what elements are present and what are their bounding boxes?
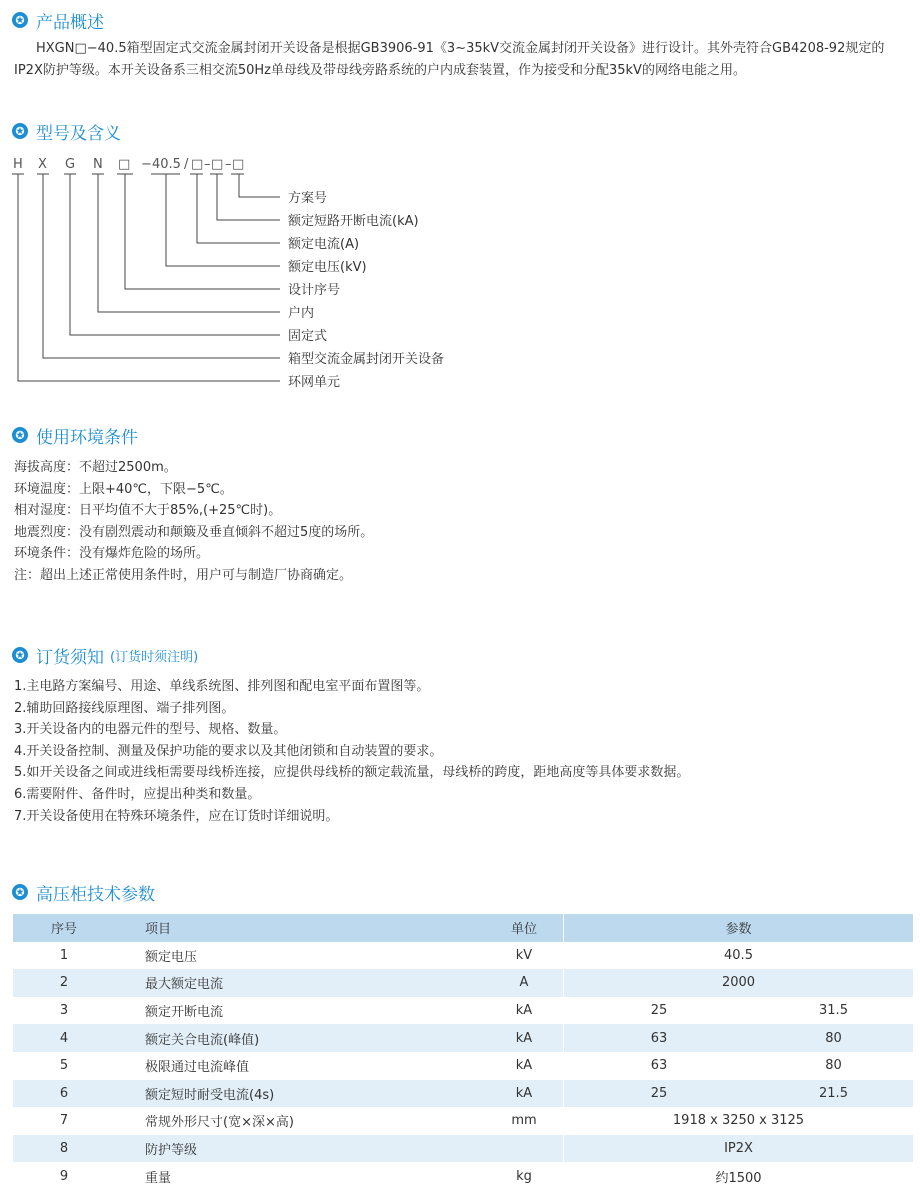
code-box-series: □ bbox=[118, 157, 131, 172]
cell-item: 极限通过电流峰值 bbox=[145, 1060, 250, 1076]
star-circle-icon: ✪ bbox=[12, 647, 28, 663]
table-row bbox=[13, 1024, 913, 1052]
cell-unit: kg bbox=[516, 1168, 532, 1184]
cell-param: 40.5 bbox=[564, 942, 914, 970]
header-param: 参数 bbox=[564, 914, 914, 942]
environment-list bbox=[14, 457, 373, 587]
tech-title-text: 高压柜技术参数 bbox=[36, 884, 155, 905]
cell-unit: kV bbox=[515, 947, 533, 963]
ordering-line: 3.开关设备内的电器元件的型号、规格、数量。 bbox=[14, 722, 287, 738]
cell-param-a: 63 bbox=[564, 1024, 755, 1052]
cell-param: IP2X bbox=[564, 1135, 914, 1163]
cell-param-b: 31.5 bbox=[819, 1003, 848, 1019]
meaning-breaking-current: 额定短路开断电流(kA) bbox=[288, 214, 419, 229]
table-row bbox=[13, 1107, 913, 1135]
cell-no: 6 bbox=[59, 1085, 69, 1101]
meaning-ring-unit: 环网单元 bbox=[288, 375, 341, 390]
code-slash: / bbox=[184, 157, 189, 172]
cell-item: 额定关合电流(峰值) bbox=[145, 1032, 260, 1048]
star-circle-icon: ✪ bbox=[12, 884, 28, 900]
meaning-design-series: 设计序号 bbox=[288, 283, 341, 298]
environment-line: 注：超出上述正常使用条件时，用户可与制造厂协商确定。 bbox=[14, 567, 353, 583]
header-item: 项目 bbox=[145, 922, 172, 938]
cell-item: 额定开断电流 bbox=[145, 1005, 224, 1021]
environment-line: 海拔高度：不超过2500m。 bbox=[14, 460, 177, 475]
cell-no: 2 bbox=[59, 975, 69, 991]
meaning-indoor: 户内 bbox=[288, 306, 315, 321]
table-row bbox=[13, 1052, 913, 1080]
leader-series bbox=[125, 174, 280, 289]
cell-no: 5 bbox=[59, 1058, 69, 1074]
cell-unit: kA bbox=[515, 1085, 533, 1101]
cell-item: 防护等级 bbox=[145, 1143, 198, 1159]
cell-param-b: 80 bbox=[825, 1030, 842, 1046]
table-header-row bbox=[13, 914, 913, 942]
header-no: 序号 bbox=[50, 922, 77, 938]
ordering-title-note: (订货时须注明) bbox=[110, 649, 199, 665]
environment-line: 相对湿度：日平均值不大于85%,(+25℃时)。 bbox=[14, 503, 282, 519]
star-circle-icon: ✪ bbox=[12, 123, 28, 139]
overview-title bbox=[12, 8, 104, 32]
cell-no: 1 bbox=[59, 947, 69, 963]
code-dash-3: – bbox=[225, 157, 232, 172]
code-dash-1: − bbox=[141, 157, 152, 172]
cell-item: 常规外形尺寸(宽×深×高) bbox=[145, 1115, 294, 1131]
cell-param-a: 63 bbox=[564, 1052, 755, 1080]
leader-h bbox=[18, 174, 280, 381]
leader-scheme bbox=[239, 174, 280, 197]
cell-unit: kA bbox=[515, 1030, 533, 1046]
code-letter-n: N bbox=[93, 157, 103, 172]
environment-line: 地震烈度：没有剧烈震动和颠簸及垂直倾斜不超过5度的场所。 bbox=[14, 524, 374, 540]
code-letter-g: G bbox=[65, 157, 76, 172]
cell-param-a: 25 bbox=[564, 1080, 755, 1108]
overview-title-text: 产品概述 bbox=[36, 12, 104, 33]
meaning-box-type: 箱型交流金属封闭开关设备 bbox=[288, 352, 445, 367]
tech-params-table bbox=[13, 914, 913, 1190]
tech-table-body bbox=[13, 942, 913, 1190]
model-title-text: 型号及含义 bbox=[36, 123, 121, 144]
tech-title bbox=[12, 880, 155, 904]
cell-item: 最大额定电流 bbox=[145, 977, 224, 993]
overview-paragraph bbox=[14, 38, 909, 82]
cell-no: 4 bbox=[59, 1030, 69, 1046]
cell-unit: A bbox=[519, 975, 529, 991]
code-letter-h: H bbox=[13, 157, 23, 172]
table-row bbox=[13, 1135, 913, 1163]
code-box-breaking: □ bbox=[211, 157, 224, 172]
table-row bbox=[13, 997, 913, 1025]
table-row bbox=[13, 1162, 913, 1190]
environment-title bbox=[12, 423, 138, 447]
cell-param: 2000 bbox=[564, 969, 914, 997]
ordering-line: 1.主电路方案编号、用途、单线系统图、排列图和配电室平面布置图等。 bbox=[14, 679, 430, 694]
cell-unit: mm bbox=[511, 1113, 537, 1129]
meaning-scheme: 方案号 bbox=[288, 191, 328, 206]
code-letter-x: X bbox=[38, 157, 47, 172]
ordering-line: 7.开关设备使用在特殊环境条件，应在订货时详细说明。 bbox=[14, 808, 339, 824]
cell-item: 额定电压 bbox=[145, 949, 198, 965]
ordering-line: 6.需要附件、备件时，应提出种类和数量。 bbox=[14, 786, 261, 802]
cell-no: 7 bbox=[59, 1113, 69, 1129]
cell-unit bbox=[485, 1135, 564, 1163]
cell-no: 8 bbox=[59, 1141, 69, 1157]
code-box-current: □ bbox=[191, 157, 204, 172]
environment-line: 环境温度：上限+40℃，下限−5℃。 bbox=[14, 481, 233, 497]
cell-param-a: 25 bbox=[564, 997, 755, 1025]
cell-param-b: 80 bbox=[825, 1058, 842, 1074]
ordering-title bbox=[12, 643, 198, 667]
meaning-rated-current: 额定电流(A) bbox=[288, 237, 360, 252]
model-title bbox=[12, 119, 121, 143]
overview-text: HXGN□−40.5箱型固定式交流金属封闭开关设备是根据GB3906-91《3~35kV交流金属封闭开关设备》进行设计。其外壳符合GB4208-92规定的IP2X防护等级。本开关设备系三相交流50Hz单母线及带母线旁路系统的户内成套装置，作为接受和分配35kV的网络电能之用。 bbox=[14, 41, 885, 78]
cell-item: 重量 bbox=[145, 1170, 172, 1186]
cell-param: 约1500 bbox=[564, 1162, 914, 1190]
cell-no: 3 bbox=[59, 1003, 69, 1019]
code-dash-2: – bbox=[204, 157, 211, 172]
cell-unit: kA bbox=[515, 1003, 533, 1019]
environment-title-text: 使用环境条件 bbox=[36, 427, 138, 448]
table-row bbox=[13, 942, 913, 970]
code-voltage: 40.5 bbox=[152, 157, 181, 172]
table-row bbox=[13, 969, 913, 997]
model-code-diagram bbox=[10, 152, 510, 392]
ordering-list bbox=[14, 676, 689, 827]
meaning-fixed: 固定式 bbox=[288, 329, 328, 344]
ordering-line: 5.如开关设备之间或进线柜需要母线桥连接，应提供母线桥的额定载流量，母线桥的跨度，距地高度等具体要求数据。 bbox=[14, 765, 690, 781]
ordering-line: 4.开关设备控制、测量及保护功能的要求以及其他闭锁和自动装置的要求。 bbox=[14, 743, 443, 759]
cell-param: 1918 x 3250 x 3125 bbox=[564, 1107, 914, 1135]
code-box-scheme: □ bbox=[232, 157, 245, 172]
cell-no: 9 bbox=[59, 1168, 69, 1184]
meaning-rated-voltage: 额定电压(kV) bbox=[288, 260, 367, 275]
ordering-title-text: 订货须知 bbox=[36, 647, 104, 668]
star-circle-icon: ✪ bbox=[12, 12, 28, 28]
star-circle-icon: ✪ bbox=[12, 427, 28, 443]
environment-line: 环境条件：没有爆炸危险的场所。 bbox=[14, 546, 210, 562]
cell-param-b: 21.5 bbox=[819, 1085, 848, 1101]
cell-item: 额定短时耐受电流(4s) bbox=[145, 1087, 275, 1103]
leader-g bbox=[70, 174, 280, 335]
cell-unit: kA bbox=[515, 1058, 533, 1074]
table-row bbox=[13, 1080, 913, 1108]
header-unit: 单位 bbox=[510, 922, 537, 938]
ordering-line: 2.辅助回路接线原理图、端子排列图。 bbox=[14, 700, 235, 716]
